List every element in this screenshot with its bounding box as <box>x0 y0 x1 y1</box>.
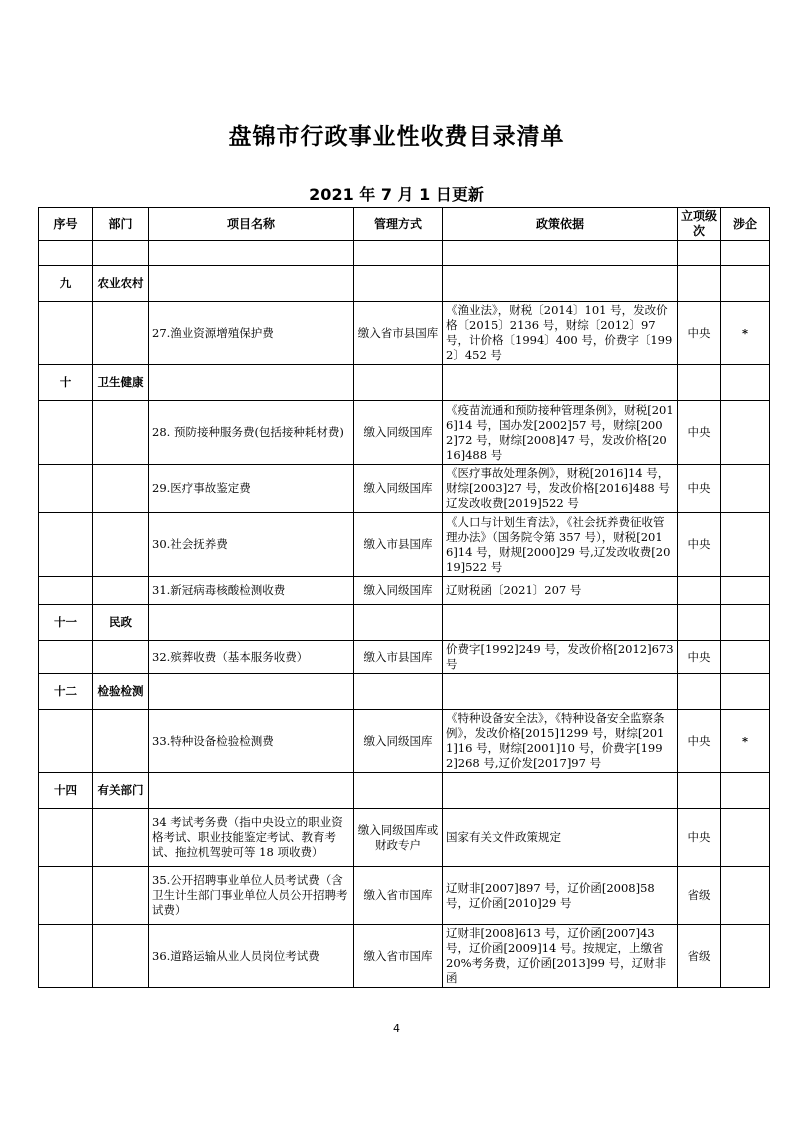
empty-cell <box>39 641 93 674</box>
empty-cell <box>354 605 443 641</box>
item-corp: * <box>721 302 770 365</box>
empty-cell <box>39 513 93 577</box>
empty-cell <box>39 302 93 365</box>
empty-cell <box>443 266 678 302</box>
header-level: 立项级次 <box>678 208 721 241</box>
table-row <box>39 641 770 674</box>
item-mgmt: 缴入同级国库 <box>354 710 443 773</box>
section-seq: 九 <box>39 266 93 302</box>
header-corp: 涉企 <box>721 208 770 241</box>
empty-cell <box>149 266 354 302</box>
update-date: 2021 年 7 月 1 日更新 <box>309 185 484 204</box>
item-name: 27.渔业资源增殖保护费 <box>149 302 354 365</box>
section-row <box>39 365 770 401</box>
section-dept: 卫生健康 <box>93 365 149 401</box>
empty-cell <box>443 674 678 710</box>
item-name: 36.道路运输从业人员岗位考试费 <box>149 925 354 988</box>
table-row <box>39 465 770 513</box>
header-mgmt: 管理方式 <box>354 208 443 241</box>
empty-cell <box>93 577 149 605</box>
section-seq: 十 <box>39 365 93 401</box>
table-row <box>39 925 770 988</box>
table-row <box>39 710 770 773</box>
empty-cell <box>721 365 770 401</box>
empty-cell <box>93 401 149 465</box>
empty-cell <box>93 641 149 674</box>
empty-cell <box>39 241 93 266</box>
empty-cell <box>354 365 443 401</box>
item-corp <box>721 809 770 867</box>
table-row <box>39 809 770 867</box>
empty-cell <box>443 605 678 641</box>
item-name: 31.新冠病毒核酸检测收费 <box>149 577 354 605</box>
section-row <box>39 605 770 641</box>
empty-cell <box>93 809 149 867</box>
empty-cell <box>354 266 443 302</box>
empty-cell <box>354 241 443 266</box>
item-mgmt: 缴入同级国库或财政专户 <box>354 809 443 867</box>
item-mgmt: 缴入同级国库 <box>354 401 443 465</box>
item-corp <box>721 867 770 925</box>
document-title: 盘锦市行政事业性收费目录清单 <box>228 124 565 150</box>
section-dept: 民政 <box>93 605 149 641</box>
section-dept: 农业农村 <box>93 266 149 302</box>
item-basis: 价费字[1992]249 号，发改价格[2012]673 号 <box>443 641 678 674</box>
item-corp <box>721 577 770 605</box>
empty-cell <box>93 867 149 925</box>
empty-cell <box>678 266 721 302</box>
item-basis: 辽财税函〔2021〕207 号 <box>443 577 678 605</box>
empty-cell <box>354 773 443 809</box>
table-row <box>39 302 770 365</box>
table-row <box>39 513 770 577</box>
section-seq: 十一 <box>39 605 93 641</box>
empty-cell <box>678 674 721 710</box>
table-row <box>39 577 770 605</box>
header-basis: 政策依据 <box>443 208 678 241</box>
item-basis: 《人口与计划生育法》，《社会抚养费征收管理办法》（国务院令第 357 号），财税[2016]14 号，财规[2000]29 号,辽发改收费[2019]522 号 <box>443 513 678 577</box>
empty-cell <box>39 577 93 605</box>
empty-cell <box>443 773 678 809</box>
item-corp: * <box>721 710 770 773</box>
empty-cell <box>149 365 354 401</box>
empty-cell <box>678 241 721 266</box>
item-corp <box>721 465 770 513</box>
empty-cell <box>149 605 354 641</box>
item-mgmt: 缴入同级国库 <box>354 577 443 605</box>
item-corp <box>721 641 770 674</box>
item-mgmt: 缴入省市国库 <box>354 925 443 988</box>
item-name: 35.公开招聘事业单位人员考试费（含卫生计生部门事业单位人员公开招聘考试费） <box>149 867 354 925</box>
item-basis: 辽财非[2008]613 号，辽价函[2007]43 号，辽价函[2009]14 号。按规定，上缴省 20%考务费，辽价函[2013]99 号，辽财非函 <box>443 925 678 988</box>
item-level: 中央 <box>678 513 721 577</box>
item-level: 中央 <box>678 401 721 465</box>
empty-cell <box>39 925 93 988</box>
item-mgmt: 缴入省市县国库 <box>354 302 443 365</box>
empty-cell <box>93 302 149 365</box>
empty-cell <box>149 674 354 710</box>
table-header-row <box>39 208 770 241</box>
empty-cell <box>39 710 93 773</box>
item-level: 中央 <box>678 710 721 773</box>
item-name: 34 考试考务费（指中央设立的职业资格考试、职业技能鉴定考试、教育考试、拖拉机驾驶可等 18 项收费） <box>149 809 354 867</box>
item-level: 省级 <box>678 867 721 925</box>
section-row <box>39 773 770 809</box>
item-basis: 《疫苗流通和预防接种管理条例》，财税[2016]14 号，国办发[2002]57 号，财综[2002]72 号，财综[2008]47 号，发改价格[2016]488 号 <box>443 401 678 465</box>
empty-cell <box>443 241 678 266</box>
section-dept: 检验检测 <box>93 674 149 710</box>
item-level: 省级 <box>678 925 721 988</box>
empty-cell <box>721 605 770 641</box>
empty-cell <box>721 266 770 302</box>
item-name: 29.医疗事故鉴定费 <box>149 465 354 513</box>
empty-cell <box>93 241 149 266</box>
empty-cell <box>39 465 93 513</box>
section-row <box>39 266 770 302</box>
header-seq: 序号 <box>39 208 93 241</box>
table-row <box>39 867 770 925</box>
fee-catalog-table <box>38 207 770 988</box>
item-mgmt: 缴入市县国库 <box>354 641 443 674</box>
header-dept: 部门 <box>93 208 149 241</box>
item-level <box>678 577 721 605</box>
empty-cell <box>149 241 354 266</box>
empty-cell <box>93 925 149 988</box>
empty-cell <box>354 674 443 710</box>
blank-row <box>39 241 770 266</box>
section-row <box>39 674 770 710</box>
section-dept: 有关部门 <box>93 773 149 809</box>
empty-cell <box>93 465 149 513</box>
empty-cell <box>39 867 93 925</box>
empty-cell <box>678 605 721 641</box>
item-basis: 辽财非[2007]897 号，辽价函[2008]58 号，辽价函[2010]29 号 <box>443 867 678 925</box>
item-level: 中央 <box>678 809 721 867</box>
section-seq: 十四 <box>39 773 93 809</box>
item-mgmt: 缴入市县国库 <box>354 513 443 577</box>
empty-cell <box>93 710 149 773</box>
item-name: 32.殡葬收费（基本服务收费） <box>149 641 354 674</box>
item-corp <box>721 513 770 577</box>
item-basis: 《渔业法》，财税〔2014〕101 号，发改价格〔2015〕2136 号，财综〔2012〕97 号，计价格〔1994〕400 号，价费字〔1992〕452 号 <box>443 302 678 365</box>
item-mgmt: 缴入省市国库 <box>354 867 443 925</box>
item-corp <box>721 925 770 988</box>
item-level: 中央 <box>678 465 721 513</box>
empty-cell <box>443 365 678 401</box>
empty-cell <box>721 241 770 266</box>
item-basis: 《特种设备安全法》，《特种设备安全监察条例》，发改价格[2015]1299 号，财综[2011]16 号，财综[2001]10 号，价费字[1992]268 号,辽价发[2017]97 号 <box>443 710 678 773</box>
item-name: 28. 预防接种服务费(包括接种耗材费) <box>149 401 354 465</box>
item-level: 中央 <box>678 302 721 365</box>
empty-cell <box>678 365 721 401</box>
empty-cell <box>678 773 721 809</box>
table-body <box>39 241 770 988</box>
empty-cell <box>39 809 93 867</box>
page-number: 4 <box>393 1022 400 1035</box>
empty-cell <box>93 513 149 577</box>
header-name: 项目名称 <box>149 208 354 241</box>
item-corp <box>721 401 770 465</box>
empty-cell <box>721 674 770 710</box>
item-mgmt: 缴入同级国库 <box>354 465 443 513</box>
empty-cell <box>149 773 354 809</box>
empty-cell <box>39 401 93 465</box>
item-name: 30.社会抚养费 <box>149 513 354 577</box>
item-basis: 国家有关文件政策规定 <box>443 809 678 867</box>
item-name: 33.特种设备检验检测费 <box>149 710 354 773</box>
empty-cell <box>721 773 770 809</box>
table-row <box>39 401 770 465</box>
section-seq: 十二 <box>39 674 93 710</box>
item-basis: 《医疗事故处理条例》，财税[2016]14 号，财综[2003]27 号，发改价格[2016]488 号辽发改收费[2019]522 号 <box>443 465 678 513</box>
item-level: 中央 <box>678 641 721 674</box>
